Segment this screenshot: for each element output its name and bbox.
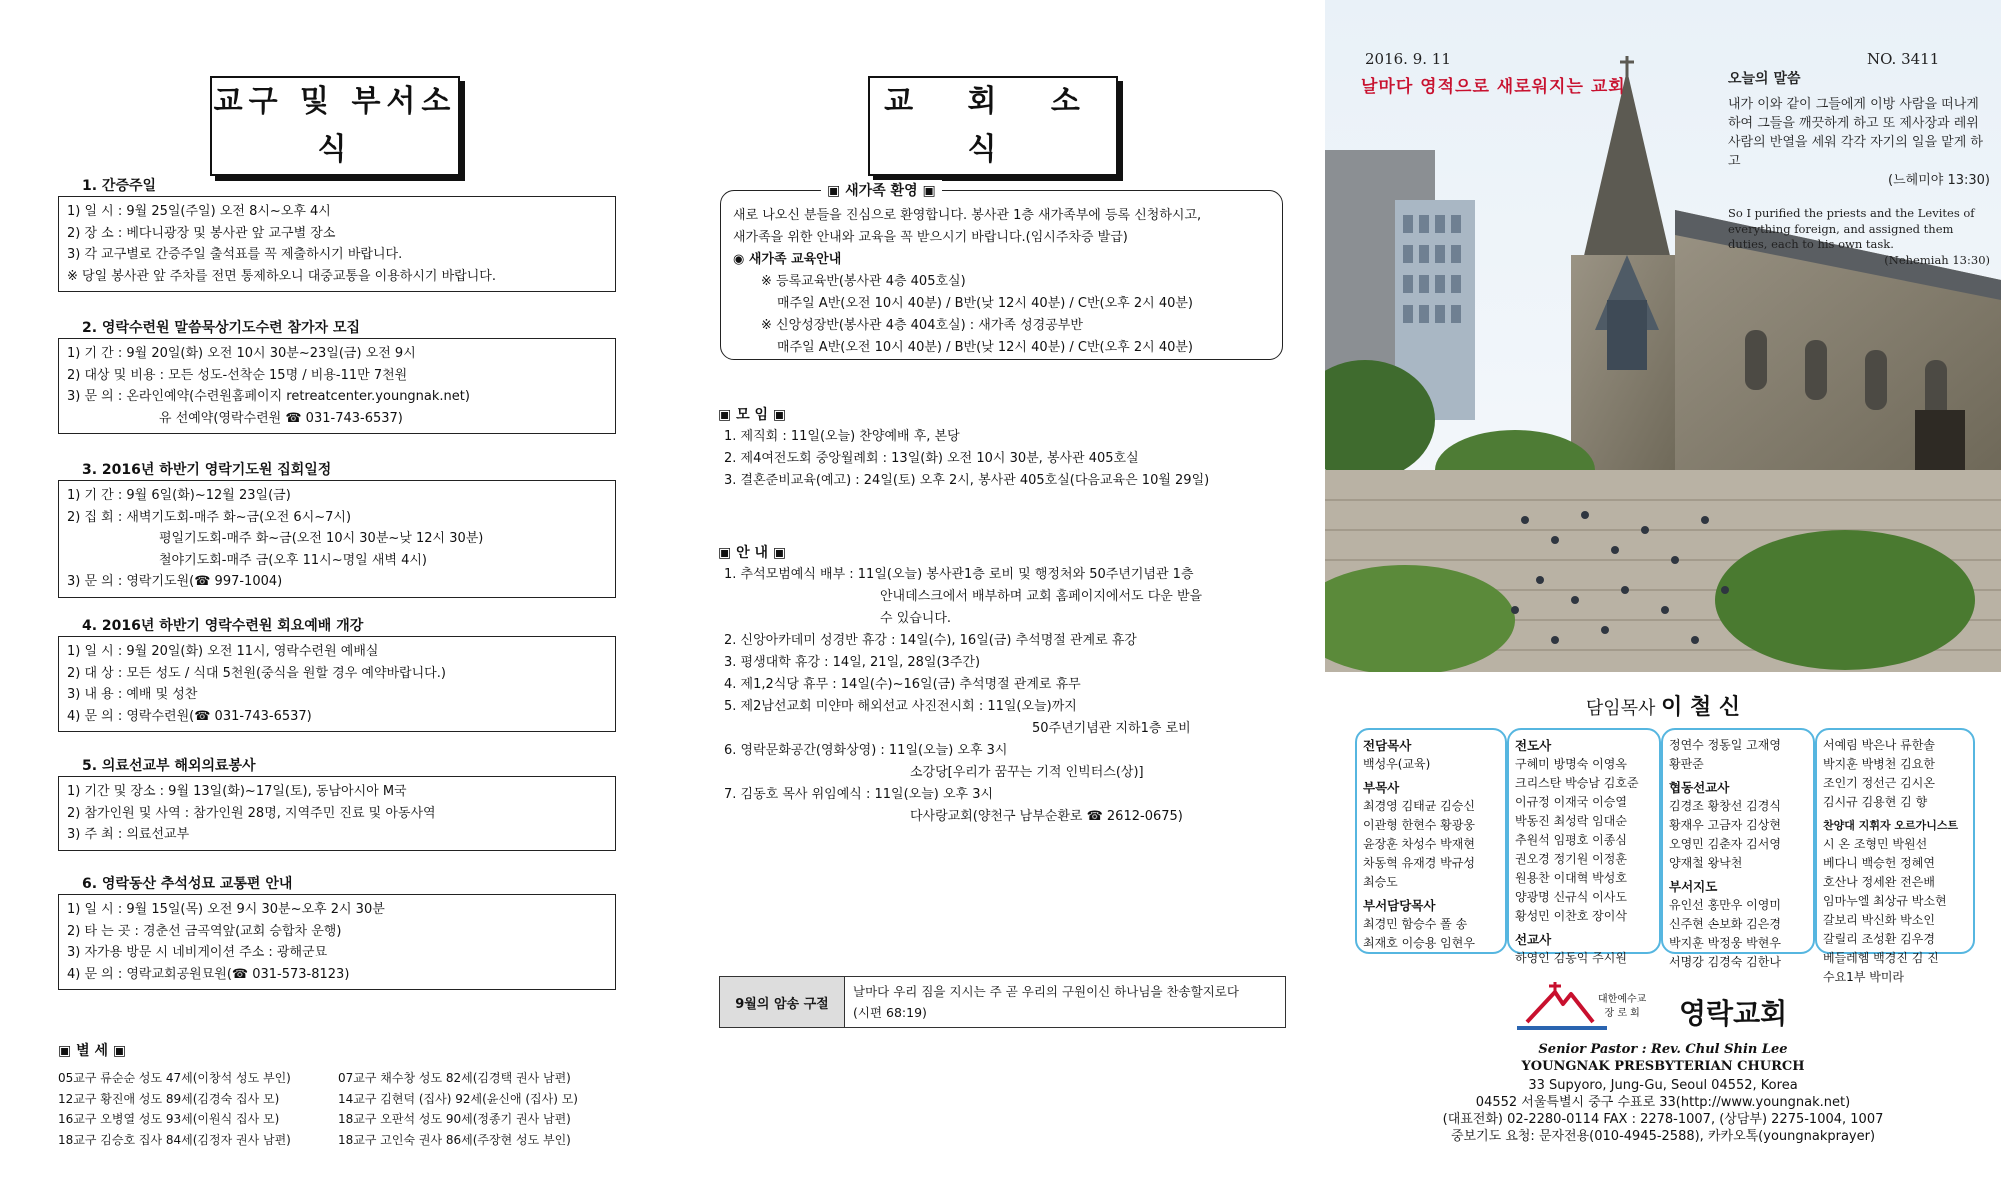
- staff-heading: 선교사: [1515, 932, 1552, 947]
- welcome-line: ◉ 새가족 교육안내: [733, 252, 842, 267]
- verse-korean: 내가 이와 같이 그들에게 이방 사람을 떠나게 하여 그들을 깨끗하게 하고 또 제사장과 레위 사람의 반열을 세워 각각 자기의 일을 맡게 하고: [1728, 97, 1983, 169]
- section-heading: 4. 2016년 하반기 영락수련원 회요예배 개강: [82, 618, 364, 634]
- section-medical-mission: [58, 756, 616, 851]
- section-heading: 3. 2016년 하반기 영락기도원 집회일정: [82, 462, 332, 478]
- section-line: 4) 문 의 : 영락수련원(☎ 031-743-6537): [67, 708, 312, 724]
- meetings-heading: ▣ 모 임 ▣: [718, 407, 787, 423]
- section-box: [58, 894, 616, 990]
- staff-heading: 협동선교사: [1669, 780, 1730, 795]
- staff-row: 윤장훈 차성수 박재현: [1363, 837, 1475, 851]
- staff-row: 양광명 신규식 이사도: [1515, 890, 1627, 904]
- staff-row: 권오경 정기원 이정훈: [1515, 852, 1627, 866]
- staff-row: 신주현 손보화 김은경: [1669, 917, 1781, 931]
- section-line: 1) 기 간 : 9월 6일(화)~12월 23일(금): [67, 488, 291, 503]
- section-line: ※ 당일 봉사관 앞 주차를 전면 통제하오니 대중교통을 이용하시기 바랍니다.: [67, 268, 496, 284]
- staff-row: 갈보리 박신화 박소인: [1823, 913, 1935, 927]
- section-line: 2) 참가인원 및 사역 : 참가인원 28명, 지역주민 진료 및 아동사역: [67, 805, 436, 821]
- staff-row: 이규정 이재국 이승열: [1515, 795, 1627, 809]
- staff-row: 박지훈 박정웅 박현우: [1669, 936, 1781, 950]
- section-line: 3) 문 의 : 온라인예약(수련원홈페이지 retreatcenter.youngnak.net): [67, 389, 470, 404]
- staff-heading: 부서지도: [1669, 879, 1718, 894]
- meeting-item: 3. 결혼준비교육(예고) : 24일(토) 오후 2시, 봉사관 405호실(다음교육은 10월 29일): [724, 473, 1210, 488]
- welcome-line: ※ 신앙성장반(봉사관 4층 404호실) : 새가족 성경공부반: [761, 318, 1083, 333]
- section-line: 2) 타 는 곳 : 경춘선 금곡역앞(교회 승합차 운행): [67, 923, 342, 939]
- meetings-list: [724, 426, 1209, 492]
- staff-row: 황재우 고금자 김상현: [1669, 818, 1781, 832]
- meeting-item: 2. 제4여전도회 중앙월례회 : 13일(화) 오전 10시 30분, 봉사관 405호실: [724, 451, 1139, 466]
- memory-verse-body: 날마다 우리 짐을 지시는 주 곧 우리의 구원이신 하나님을 찬송할지로다: [853, 984, 1239, 999]
- notice-item: 2. 신앙아카데미 성경반 휴강 : 14일(수), 16일(금) 추석명절 관계로 휴강: [724, 633, 1137, 648]
- section-line: 3) 문 의 : 영락기도원(☎ 997-1004): [67, 574, 283, 589]
- church-name-en: YOUNGNAK PRESBYTERIAN CHURCH: [1521, 1059, 1805, 1074]
- notice-item: 7. 김동호 목사 위임예식 : 11일(오늘) 오후 3시: [724, 787, 994, 802]
- memorial-entry: 14교구 김현덕 (집사) 92세(윤신애 (집사) 모): [338, 1091, 578, 1106]
- verse-english: So I purified the priests and the Levites of everything foreign, and assigned them duties, each to his own task.: [1728, 206, 1975, 251]
- memory-verse-text: [845, 977, 1247, 1027]
- notices-list: [724, 564, 1202, 828]
- staff-row: 갈릴리 조성환 김우경: [1823, 932, 1935, 946]
- staff-box-choirs: [1815, 728, 1975, 984]
- staff-heading: 부목사: [1363, 780, 1400, 795]
- staff-row: 박지훈 박병천 김요한: [1823, 757, 1935, 771]
- staff-row: 박동진 최성락 임대순: [1515, 814, 1627, 828]
- staff-box-evangelists: [1507, 728, 1661, 965]
- section-line: 2) 대 상 : 모든 성도 / 식대 5천원(중식을 원할 경우 예약바랍니다.): [67, 665, 446, 681]
- notice-item: 6. 영락문화공간(영화상영) : 11일(오늘) 오후 3시: [724, 743, 1008, 758]
- senior-pastor-en: Senior Pastor : Rev. Chul Shin Lee: [1538, 1042, 1788, 1057]
- staff-row: 구혜미 방명숙 이영옥: [1515, 757, 1627, 771]
- staff-row: 차동혁 유재경 박규성: [1363, 856, 1475, 870]
- staff-row: 하영인 김동익 주시원: [1515, 951, 1627, 965]
- section-heading: 5. 의료선교부 해외의료봉사: [82, 758, 256, 774]
- section-prayer-house: [58, 460, 616, 598]
- section-line: 3) 각 교구별로 간증주일 출석표를 꼭 제출하시기 바랍니다.: [67, 247, 403, 262]
- staff-row: 서예림 박은나 류한솔: [1823, 738, 1935, 752]
- memorial-row: [58, 1109, 618, 1130]
- notices-heading: ▣ 안 내 ▣: [718, 545, 787, 561]
- pastor-label: 담임목사: [1585, 698, 1656, 719]
- denomination: [1598, 993, 1646, 1021]
- staff-row: 서명강 김경숙 김한나: [1669, 955, 1781, 969]
- staff-row: 최재호 이승용 임현우: [1363, 936, 1475, 950]
- staff-row: 임마누엘 최상규 박소현: [1823, 894, 1947, 908]
- staff-row: 정연수 정동일 고재영: [1669, 738, 1781, 752]
- section-line: 2) 집 회 : 새벽기도회-매주 화~금(오전 6시~7시): [67, 509, 352, 525]
- memorial-entry: 18교구 오판석 성도 90세(정종기 권사 남편): [338, 1112, 571, 1126]
- left-banner-title: 교구 및 부서소식: [210, 76, 460, 176]
- section-retreat-center: [58, 318, 616, 434]
- welcome-line: 매주일 A반(오전 10시 40분) / B반(낮 12시 40분) / C반(오후 2시 40분): [777, 340, 1194, 355]
- memorial-entry: 18교구 고인숙 권사 86세(주장현 성도 부인): [338, 1132, 571, 1147]
- staff-heading: 전도사: [1515, 738, 1552, 753]
- section-line: 4) 문 의 : 영락교회공원묘원(☎ 031-573-8123): [67, 966, 350, 982]
- church-name: 영락교회: [1679, 997, 1788, 1030]
- memory-verse-label: 9월의 암송 구절: [720, 977, 845, 1027]
- memorial-list: [58, 1068, 618, 1150]
- section-line: 3) 내 용 : 예배 및 성찬: [67, 687, 198, 702]
- memorial-entry: 16교구 오병열 성도 93세(이원식 집사 모): [58, 1112, 280, 1126]
- welcome-heading: ▣ 새가족 환영 ▣: [821, 180, 942, 203]
- notice-item: 3. 평생대학 휴강 : 14일, 21일, 28일(3주간): [724, 655, 981, 670]
- staff-row: 황판준: [1669, 757, 1704, 771]
- section-line: 3) 자가용 방문 시 네비게이션 주소 : 광해군묘: [67, 945, 328, 960]
- staff-row: 추원석 임평호 이종심: [1515, 833, 1627, 847]
- staff-row: 시 온 조형민 박원선: [1823, 837, 1928, 851]
- cover-page: [1325, 0, 2001, 1192]
- section-line: 1) 일 시 : 9월 25일(주일) 오전 8시~오후 4시: [67, 204, 331, 219]
- welcome-line: 매주일 A반(오전 10시 40분) / B반(낮 12시 40분) / C반(오후 2시 40분): [777, 296, 1194, 311]
- section-line: 1) 일 시 : 9월 15일(목) 오전 9시 30분~오후 2시 30분: [67, 902, 385, 917]
- notice-item: 5. 제2남선교회 미얀마 해외선교 사진전시회 : 11일(오늘)까지: [724, 699, 1077, 714]
- staff-heading: 전담목사: [1363, 738, 1412, 753]
- staff-row: 김경조 황창선 김경식: [1669, 799, 1781, 813]
- staff-box-ministers: [1355, 728, 1507, 954]
- notice-item: 50주년기념관 지하1층 로비: [1032, 721, 1191, 736]
- section-line: 2) 대상 및 비용 : 모든 성도-선착순 15명 / 비용-11만 7천원: [67, 367, 408, 383]
- staff-row: 김시규 김용현 김 향: [1823, 795, 1928, 809]
- staff-heading: 찬양대 지휘자 오르가니스트: [1823, 819, 1959, 832]
- staff-row: 양재철 왕낙천: [1669, 856, 1743, 870]
- section-cemetery-transport: [58, 874, 616, 990]
- staff-row: 최경영 김태균 김승신: [1363, 799, 1475, 813]
- phone-numbers: (대표전화) 02-2280-0114 FAX : 2278-1007, (상담부) 2275-1004, 1007: [1442, 1112, 1884, 1127]
- section-box: [58, 338, 616, 434]
- notice-item: 다사랑교회(양천구 남부순환로 ☎ 2612-0675): [910, 809, 1183, 824]
- notice-item: 4. 제1,2식당 휴무 : 14일(수)~16일(금) 추석명절 관계로 휴무: [724, 677, 1081, 692]
- section-line: 철야기도회-매주 금(오후 11시~명일 새벽 4시): [159, 552, 427, 568]
- todays-word: [1728, 70, 1990, 268]
- notice-item: 1. 추석모범예식 배부 : 11일(오늘) 봉사관1층 로비 및 행정처와 50주년기념관 1층: [724, 567, 1194, 582]
- denomination-line: 대한예수교: [1598, 994, 1647, 1005]
- section-box: [58, 636, 616, 732]
- section-box: [58, 776, 616, 851]
- welcome-line: 새로 나오신 분들을 진심으로 환영합니다. 봉사관 1층 새가족부에 등록 신청하시고,: [733, 208, 1202, 223]
- section-line: 2) 장 소 : 베다니광장 및 봉사관 앞 교구별 장소: [67, 225, 336, 241]
- verse-english-ref: (Nehemiah 13:30): [1884, 252, 1990, 267]
- notice-item: 소강당[우리가 꿈꾸는 기적 인빅터스(상)]: [910, 765, 1144, 780]
- staff-row: 조인기 정선근 김시온: [1823, 776, 1935, 790]
- issue-number: NO. 3411: [1867, 50, 1940, 68]
- memorial-entry: 07교구 채수창 성도 82세(김경택 권사 남편): [338, 1071, 571, 1085]
- address-ko: 04552 서울특별시 중구 수표로 33(http://www.youngnak.net): [1475, 1095, 1851, 1110]
- section-testimony-sunday: [58, 176, 616, 292]
- section-box: [58, 480, 616, 598]
- verse-title: 오늘의 말씀: [1728, 71, 1801, 87]
- staff-row: 크리스탄 박승남 김호준: [1515, 776, 1639, 790]
- memorial-row: [58, 1130, 618, 1151]
- staff-row: 수요1부 박미라: [1823, 970, 1905, 984]
- middle-page: [660, 0, 1325, 1192]
- memorial-heading: ▣ 별 세 ▣: [58, 1043, 127, 1059]
- section-line: 1) 기 간 : 9월 20일(화) 오전 10시 30분~23일(금) 오전 9시: [67, 346, 416, 361]
- welcome-line: 새가족을 위한 안내와 교육을 꼭 받으시기 바랍니다.(임시주차증 발급): [733, 230, 1128, 245]
- church-slogan: 날마다 영적으로 새로워지는 교회: [1361, 77, 1626, 97]
- mid-banner-title: 교 회 소 식: [868, 76, 1118, 176]
- memorial-entry: 12교구 황진애 성도 89세(김경숙 집사 모): [58, 1091, 280, 1106]
- memorial-row: [58, 1089, 618, 1110]
- memory-verse-box: [719, 976, 1286, 1028]
- welcome-box: [720, 183, 1283, 360]
- verse-korean-ref: (느헤미야 13:30): [1888, 173, 1990, 188]
- staff-row: 황성민 이찬호 장이삭: [1515, 909, 1627, 923]
- cover-date: 2016. 9. 11: [1365, 50, 1451, 68]
- memory-verse-ref: (시편 68:19): [853, 1005, 927, 1020]
- staff-row: 베다니 백승헌 정혜연: [1823, 856, 1935, 870]
- address-en: 33 Supyoro, Jung-Gu, Seoul 04552, Korea: [1528, 1078, 1798, 1093]
- pastor-name: 이 철 신: [1661, 695, 1741, 720]
- staff-row: 원용찬 이대혁 박성호: [1515, 871, 1627, 885]
- staff-row: 백성우(교육): [1363, 757, 1431, 771]
- notice-item: 안내데스크에서 배부하며 교회 홈페이지에서도 다운 받을: [880, 589, 1203, 604]
- staff-heading: 부서담당목사: [1363, 898, 1436, 913]
- denomination-line: 장 로 회: [1604, 1008, 1640, 1019]
- section-line: 1) 일 시 : 9월 20일(화) 오전 11시, 영락수련원 예배실: [67, 644, 379, 659]
- section-box: [58, 196, 616, 292]
- senior-pastor-heading: [1325, 690, 2001, 721]
- section-line: 평일기도회-매주 화~금(오전 10시 30분~낮 12시 30분): [159, 531, 484, 546]
- staff-row: 유인선 홍만우 이영미: [1669, 898, 1781, 912]
- meeting-item: 1. 제직회 : 11일(오늘) 찬양예배 후, 본당: [724, 429, 960, 444]
- section-heading: 1. 간증주일: [82, 178, 157, 194]
- section-tuesday-worship: [58, 616, 616, 732]
- staff-row: 최승도: [1363, 875, 1398, 889]
- staff-row: 호산나 정세완 전은배: [1823, 875, 1935, 889]
- section-heading: 6. 영락동산 추석성묘 교통편 안내: [82, 876, 293, 892]
- memorial-entry: 05교구 류순순 성도 47세(이창석 성도 부인): [58, 1071, 291, 1085]
- section-line: 3) 주 최 : 의료선교부: [67, 827, 190, 842]
- memorial-entry: 18교구 김승호 집사 84세(김정자 권사 남편): [58, 1132, 291, 1147]
- left-page: [0, 0, 660, 1192]
- section-line: 1) 기간 및 장소 : 9월 13일(화)~17일(토), 동남아시아 M국: [67, 784, 407, 799]
- staff-row: 오영민 김춘자 김서영: [1669, 837, 1781, 851]
- staff-row: 최경민 함승수 폴 송: [1363, 917, 1468, 931]
- staff-row: 베들레헴 백경진 김 진: [1823, 951, 1939, 965]
- section-heading: 2. 영락수련원 말씀묵상기도수련 참가자 모집: [82, 320, 360, 336]
- memorial-row: [58, 1068, 618, 1089]
- notice-item: 수 있습니다.: [880, 611, 952, 626]
- prayer-request: 중보기도 요청: 문자전용(010-4945-2588), 카카오톡(youngnakprayer): [1450, 1129, 1876, 1144]
- staff-row: 이관형 한현수 황광웅: [1363, 818, 1475, 832]
- welcome-line: ※ 등록교육반(봉사관 4층 405호실): [761, 274, 966, 289]
- staff-box-missionaries: [1661, 728, 1815, 969]
- section-line: 유 선예약(영락수련원 ☎ 031-743-6537): [159, 410, 403, 426]
